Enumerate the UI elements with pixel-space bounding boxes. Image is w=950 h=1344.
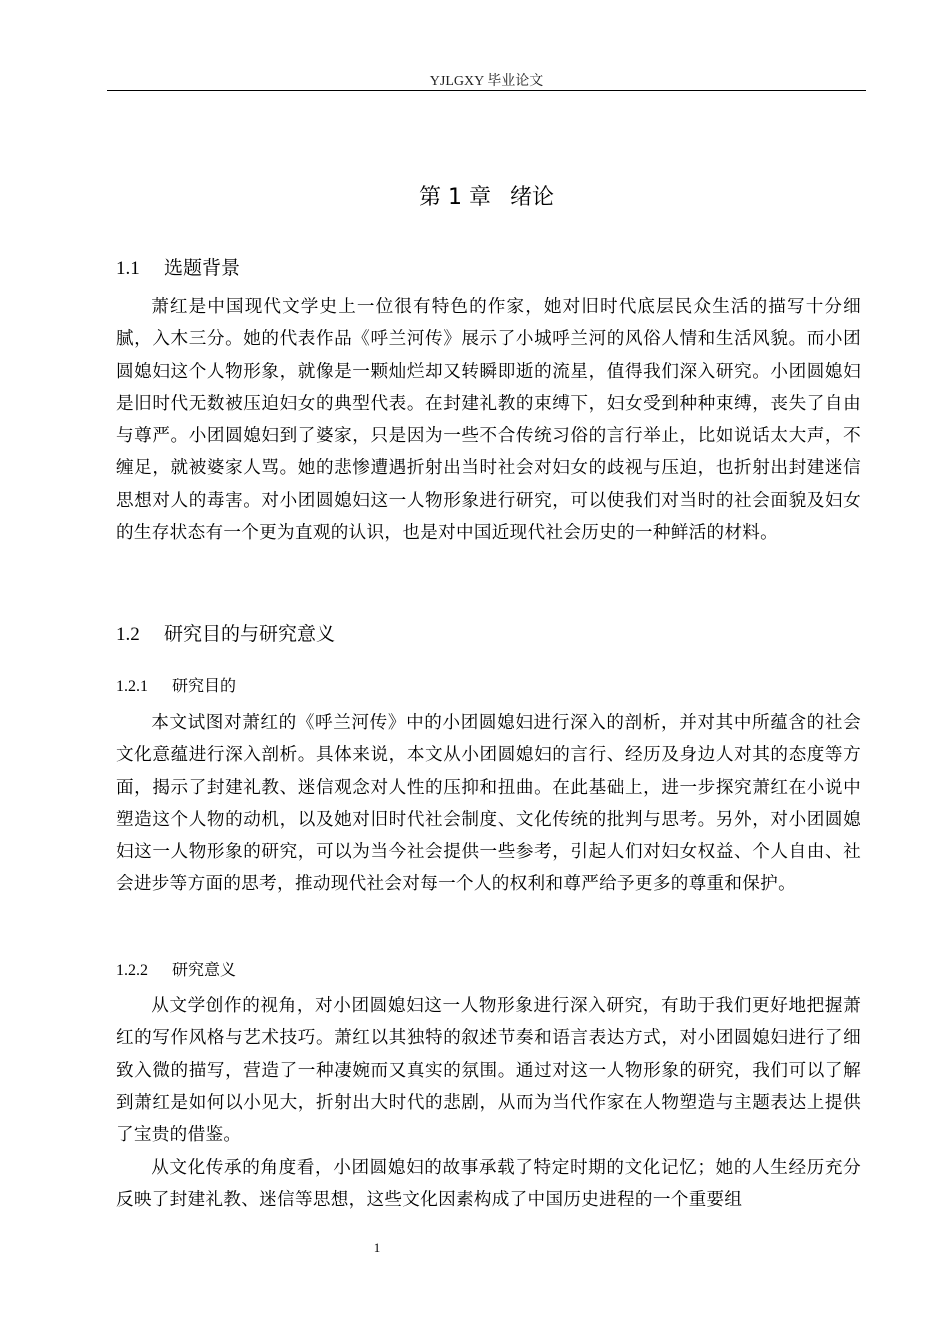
subsection-heading-1-2-2	[116, 957, 236, 980]
subsection-number: 1.2.1	[116, 678, 148, 695]
section-title: 研究目的与研究意义	[164, 623, 336, 645]
page-number: 1	[373, 1240, 381, 1255]
section-title: 选题背景	[164, 257, 241, 279]
chapter-name: 绪论	[509, 185, 554, 210]
subsection-heading-1-2-1	[116, 673, 236, 696]
subsection-title: 研究意义	[172, 960, 237, 979]
subsection-title: 研究目的	[172, 676, 237, 695]
header-rule	[107, 90, 866, 91]
chapter-title	[107, 180, 866, 211]
paragraph-background: 萧红是中国现代文学史上一位很有特色的作家，她对旧时代底层民众生活的描写十分细腻，入木三分。她的代表作品《呼兰河传》展示了小城呼兰河的风俗人情和生活风貌。而小团圆媳妇这个人物形象，就像是一颗灿烂却又转瞬即逝的流星，值得我们深入研究。小团圆媳妇是旧时代无数被压迫妇女的典型代表。在封建礼教的束缚下，妇女受到种种束缚，丧失了自由与尊严。小团圆媳妇到了婆家，只是因为一些不合传统习俗的言行举止，比如说话太大声，不缠足，就被婆家人骂。她的悲惨遭遇折射出当时社会对妇女的歧视与压迫，也折射出封建迷信思想对人的毒害。对小团圆媳妇这一人物形象进行研究，可以使我们对当时的社会面貌及妇女的生存状态有一个更为直观的认识，也是对中国近现代社会历史的一种鲜活的材料。	[116, 297, 861, 544]
subsection-number: 1.2.2	[116, 962, 148, 979]
section-number: 1.1	[116, 258, 140, 279]
running-header: YJLGXY 毕业论文	[429, 74, 544, 89]
paragraph-significance-2: 从文化传承的角度看，小团圆媳妇的故事承载了特定时期的文化记忆；她的人生经历充分反映了封建礼教、迷信等思想，这些文化因素构成了中国历史进程的一个重要组	[116, 1158, 861, 1211]
paragraph-purpose: 本文试图对萧红的《呼兰河传》中的小团圆媳妇进行深入的剖析，并对其中所蕴含的社会文化意蕴进行深入剖析。具体来说，本文从小团圆媳妇的言行、经历及身边人对其的态度等方面，揭示了封建礼教、迷信观念对人性的压抑和扭曲。在此基础上，进一步探究萧红在小说中塑造这个人物的动机，以及她对旧时代社会制度、文化传统的批判与思考。另外，对小团圆媳妇这一人物形象的研究，可以为当今社会提供一些参考，引起人们对妇女权益、个人自由、社会进步等方面的思考，推动现代社会对每一个人的权利和尊严给予更多的尊重和保护。	[116, 713, 861, 895]
paragraph-significance-1: 从文学创作的视角，对小团圆媳妇这一人物形象进行深入研究，有助于我们更好地把握萧红的写作风格与艺术技巧。萧红以其独特的叙述节奏和语言表达方式，对小团圆媳妇进行了细致入微的描写，营造了一种凄婉而又真实的氛围。通过对这一人物形象的研究，我们可以了解到萧红是如何以小见大，折射出大时代的悲剧，从而为当代作家在人物塑造与主题表达上提供了宝贵的借鉴。	[116, 996, 861, 1146]
section-heading-1-1	[116, 253, 240, 280]
section-number: 1.2	[116, 624, 140, 645]
chapter-number: 第 1 章	[419, 185, 491, 210]
section-heading-1-2	[116, 619, 335, 646]
